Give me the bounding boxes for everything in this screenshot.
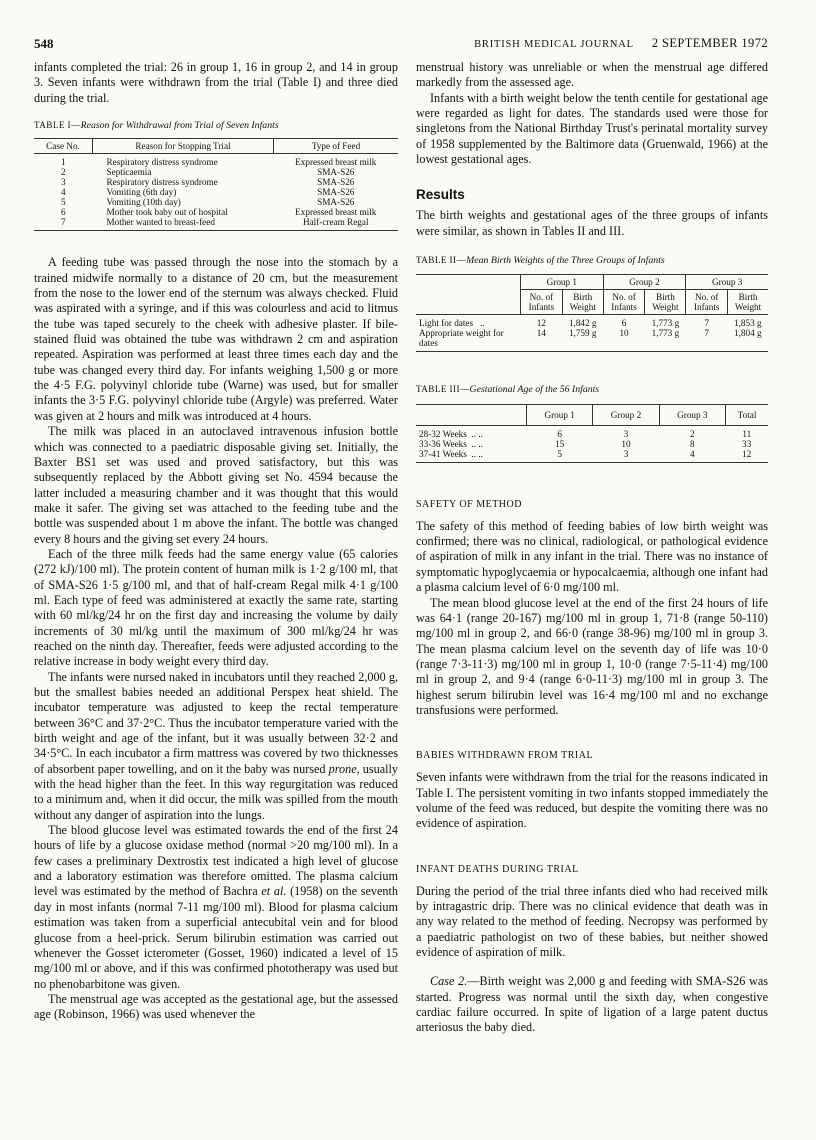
journal-info <box>474 36 768 51</box>
results-heading: Results <box>416 187 465 203</box>
table-1 <box>34 138 398 231</box>
table-row <box>416 328 768 352</box>
cell: 3 <box>60 177 66 188</box>
paragraph: The birth weights and gestational ages of the three groups of infants were similar, as shown in Tables II and III. <box>416 208 768 238</box>
table-2-caption <box>416 253 768 268</box>
issue-date: 2 SEPTEMBER 1972 <box>651 36 768 50</box>
row-label: 37-41 Weeks .. .. <box>419 448 483 459</box>
cell: Expressed breast milk <box>295 157 377 168</box>
table-3-caption <box>416 382 768 397</box>
cell: Respiratory distress syndrome <box>106 177 218 188</box>
section-heading-safety: SAFETY OF METHOD <box>416 498 522 510</box>
table-1-caption <box>34 118 398 133</box>
paragraph: The safety of this method of feeding babies of low birth weight was confirmed; there was no clinical, radiological, or pathological evidence of aspiration of milk in any infant in the trial. There was no instance of symptomatic hypoglycaemia or hypocalcaemia, although one infant had a plasma calcium level of 6·0 mg/100 ml. <box>416 518 768 595</box>
right-column <box>416 60 768 1036</box>
column-header: Birth Weight <box>645 290 686 315</box>
column-header: No. of Infants <box>686 290 728 315</box>
table-2 <box>416 274 768 352</box>
cell: SMA-S26 <box>317 197 355 208</box>
cell: Vomiting (6th day) <box>106 187 177 198</box>
table-title: Reason for Withdrawal from Trial of Seven Infants <box>80 120 279 132</box>
page-number: 548 <box>34 36 54 51</box>
group-header: Group 1 <box>521 275 604 290</box>
table-row <box>416 439 768 449</box>
group-header: Group 3 <box>686 275 768 290</box>
table-row <box>34 197 398 207</box>
cell: 1,773 g <box>651 318 680 329</box>
table-3 <box>416 404 768 463</box>
table-row <box>34 167 398 177</box>
paragraph: The menstrual age was accepted as the gestational age, but the assessed age (Robinson, 1966) was used whenever the <box>34 991 398 1022</box>
cell: 33 <box>742 438 752 449</box>
cell: 1 <box>60 157 66 168</box>
cell: Septicaemia <box>106 167 152 178</box>
cell: 12 <box>742 448 752 459</box>
cell: 14 <box>536 328 546 339</box>
table-row <box>34 154 398 168</box>
table-row <box>34 207 398 217</box>
cell: 12 <box>536 318 546 329</box>
column-header: Type of Feed <box>274 139 399 154</box>
cell: 10 <box>621 438 631 449</box>
table-title: Mean Birth Weights of the Three Groups of Infants <box>466 255 665 267</box>
section-heading-deaths: INFANT DEATHS DURING TRIAL <box>416 863 579 875</box>
table-row <box>34 177 398 187</box>
column-header: No. of Infants <box>521 290 563 315</box>
cell: Mother wanted to breast-feed <box>106 217 215 228</box>
table-row <box>416 315 768 329</box>
cell: 2 <box>690 428 695 439</box>
row-label: 33-36 Weeks .. .. <box>419 438 483 449</box>
column-header: No. of Infants <box>603 290 645 315</box>
table-label: TABLE II— <box>416 255 467 266</box>
column-header: Case No. <box>46 141 80 152</box>
row-label: Light for dates .. <box>419 318 485 329</box>
column-header: Group 2 <box>593 404 659 425</box>
column-header: Reason for Stopping Trial <box>93 139 274 154</box>
case-label: Case 2. <box>430 974 468 989</box>
cell: Respiratory distress syndrome <box>106 157 218 168</box>
cell: 6 <box>557 428 562 439</box>
column-header: Group 3 <box>659 404 725 425</box>
cell: 10 <box>619 328 629 339</box>
table-group-row <box>416 275 768 290</box>
paragraph: During the period of the trial three infants died who had received milk by intragastric drip. There was no clinical evidence that death was in any way related to the method of feeding. Necropsy was performed by a paediatric pathologist on two of these babies, but neither showed evidence of aspiration of milk. <box>416 883 768 959</box>
journal-name: BRITISH MEDICAL JOURNAL <box>474 39 634 50</box>
paragraph: infants completed the trial: 26 in group 1, 16 in group 2, and 14 in group 3. Seven infants were withdrawn from the trial (Table I) and three died during the trial. <box>34 60 398 105</box>
cell: 1,842 g <box>568 318 597 329</box>
table-label: TABLE I— <box>34 120 81 131</box>
cell: Half-cream Regal <box>302 217 369 228</box>
cell: 7 <box>704 328 709 339</box>
paragraph: The mean blood glucose level at the end of the first 24 hours of life was 64·1 (range 20-167) mg/100 ml in group 1, 71·8 (range 50-110) mg/100 ml in group 2, and 66·0 (range 38-96) mg/100 ml in group 3. The mean plasma calcium level on the seventh day of life was 10·0 (range 7·3-11·3) mg/100 ml in group 1, 10·0 (range 7·5-11·4) mg/100 ml in group 2, and 9·4 (range 6·0-11·3) mg/100 ml in group 3. The highest serum bilirubin level was 16·4 mg/100 ml and no exchange transfusions were performed. <box>416 595 768 717</box>
cell: 11 <box>742 428 752 439</box>
section-heading-withdrawn: BABIES WITHDRAWN FROM TRIAL <box>416 750 594 762</box>
cell: 3 <box>623 448 629 459</box>
paragraph: The blood glucose level was estimated towards the end of the first 24 hours of life by a glucose oxidase method (normal >20 mg/100 ml). In a few cases a preliminary Dextrostix test indicated a high level of glucose and a laboratory estimation was therefore omitted. The plasma calcium level was estimated by the method of Bachra et al. (1958) on the seventh day in most infants (normal 7-11 mg/100 ml). Blood for plasma calcium estimation was taken from a superficial antecubital vein and for blood glucose from a heel-prick. Serum bilirubin estimation was carried out whenever the Gosset icterometer (Gosset, 1960) indicated a level of 15 mg/100 ml or above, and if this was confirmed phototherapy was used but no phenobarbitone was given. <box>34 823 398 991</box>
paragraph: menstrual history was unreliable or when the menstrual age differed markedly from the assessed age. <box>416 60 768 90</box>
cell: 6 <box>60 207 66 218</box>
paragraph: Each of the three milk feeds had the same energy value (65 calories (272 kJ)/100 ml). The protein content of human milk is 1·2 g/100 ml, that of SMA-S26 1·5 g/100 ml, and that of half-cream Regal milk 4·1 g/100 ml. Each type of feed was administered at exactly the same rate, starting with 60 ml/kg/24 hr on the first day and increasing the volume by daily increments of 30 ml/kg until the maximum of 300 ml/kg/24 hr was reached on the ninth day. Thereafter, feeds were adjusted according to the relative increase in body weight every third day. <box>34 546 398 669</box>
cell: 7 <box>704 318 709 329</box>
row-label: 28-32 Weeks .. .. <box>419 428 483 439</box>
cell: 6 <box>621 318 627 329</box>
cell: SMA-S26 <box>317 167 355 178</box>
cell: SMA-S26 <box>317 187 355 198</box>
cell: 5 <box>60 197 66 208</box>
paragraph: Infants with a birth weight below the tenth centile for gestational age were regarded as light for dates. The standards used were those for singletons from the National Birthday Trust's perinatal mortality survey of 1958 supplemented by the Baltimore data (Gruenwald, 1966) at the lowest gestational ages. <box>416 90 768 167</box>
column-header: Birth Weight <box>562 290 603 315</box>
cell: 1,759 g <box>568 328 597 339</box>
cell: 1,853 g <box>734 318 762 329</box>
cell: 3 <box>623 428 629 439</box>
table-title: Gestational Age of the 56 Infants <box>469 384 600 396</box>
paragraph: The milk was placed in an autoclaved intravenous infusion bottle which was connected to a paediatric disposable giving set. Initially, the Baxter BS1 set was used and proved satisfactory, but this was subsequently replaced by the Abbott giving set No. 4594 because the latter included a measuring chamber and it was thought that this would make it safer. The giving set was attached to the feeding tube and the bottle was suspended about 1 m above the infant. The bottle was changed every 8 hours and the giving set every 24 hours. <box>34 424 398 546</box>
paragraph: A feeding tube was passed through the nose into the stomach by a trained midwife normally to a distance of 20 cm, but the measurement from the nose to the lower end of the sternum was always checked. Fluid was aspirated with a syringe, and if this was colourless and acid to litmus the tube was taped securely to the cheek with adhesive plaster. If bile-stained fluid was obtained the tube was withdrawn 2 cm and aspiration repeated. Aspiration was performed at least three times each day and the tube was changed every third day. For infants weighing 1,500 g or more the 4·5 F.G. polyvinyl chloride tube (Warne) was used, but for smaller infants the 3·5 F.G. polyvinyl chloride tube (Argyle) was preferred. Water was given at 2 hours and milk was introduced at 4 hours. <box>34 255 398 423</box>
table-label: TABLE III— <box>416 384 470 395</box>
left-column <box>34 60 398 1023</box>
cell: Mother took baby out of hospital <box>106 207 228 218</box>
cell: Expressed breast milk <box>295 207 377 218</box>
cell: 4 <box>690 448 695 459</box>
table-row <box>416 449 768 463</box>
running-header <box>34 36 768 52</box>
table-header-row <box>416 404 768 425</box>
group-header: Group 2 <box>603 275 686 290</box>
cell: 1,804 g <box>734 328 762 339</box>
cell: Vomiting (10th day) <box>106 197 181 208</box>
table-header-row <box>34 139 398 154</box>
cell: 7 <box>60 217 66 228</box>
table-row <box>34 187 398 197</box>
table-row <box>34 217 398 231</box>
paragraph: The infants were nursed naked in incubators until they reached 2,000 g, but the smallest babies needed an additional Perspex heat shield. The incubator temperature was adjusted to keep the rectal temperature between 36°C and 37·2°C. Thus the incubator temperature varied with the birth weight and age of the infant, but it was usually between 32·2 and 34·5°C. In each incubator a firm mattress was covered by two thicknesses of absorbent paper towelling, and on it the baby was nursed prone, usually with the head higher than the feet. In this way regurgitation was reduced to a minimum and, when it did occur, the milk was spilled from the mouth without any danger of aspiration into the lungs. <box>34 669 398 822</box>
column-header: Birth Weight <box>728 290 768 315</box>
cell: SMA-S26 <box>317 177 355 188</box>
cell: 8 <box>690 438 695 449</box>
column-header: Total <box>726 404 769 425</box>
cell: 4 <box>60 187 66 198</box>
cell: 2 <box>60 167 66 178</box>
column-header: Group 1 <box>527 404 593 425</box>
cell: 1,773 g <box>651 328 680 339</box>
paragraph: Seven infants were withdrawn from the trial for the reasons indicated in Table I. The persistent vomiting in two infants stopped immediately the volume of the feed was reduced, but despite the vomiting there was no evidence of aspiration. <box>416 770 768 831</box>
cell: 15 <box>555 438 565 449</box>
row-label: Appropriate weight for dates <box>419 328 504 349</box>
case-report: Case 2.—Birth weight was 2,000 g and feeding with SMA-S26 was started. Progress was normal until the sixth day, when congestive cardiac failure occurred. In spite of ligation of a large patent ductus arteriosus the baby died. <box>416 974 769 1035</box>
cell: 5 <box>557 448 562 459</box>
table-row <box>416 425 768 439</box>
